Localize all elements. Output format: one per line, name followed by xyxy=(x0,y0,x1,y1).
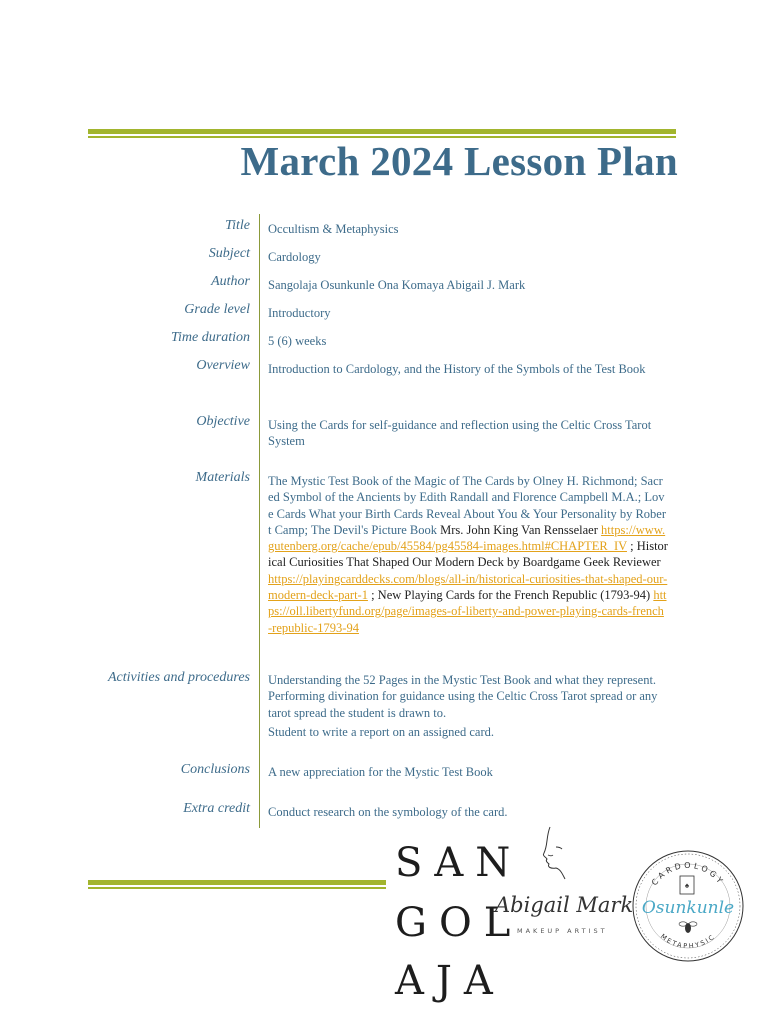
bee-icon xyxy=(679,922,697,933)
seal-top-text: CARDOLOGY xyxy=(649,860,727,888)
makeup-artist-subtitle: MAKEUP ARTIST xyxy=(517,927,608,935)
seal-script-text: Osunkunle xyxy=(641,898,735,918)
svg-text:♠: ♠ xyxy=(684,881,690,890)
svg-text:METAPHYSIC xyxy=(659,932,717,950)
value-author: Sangolaja Osunkunle Ona Komaya Abigail J. Mark xyxy=(268,278,526,292)
face-sketch-icon xyxy=(532,825,582,887)
value-conclusions: A new appreciation for the Mystic Test Book xyxy=(268,765,493,779)
label-conclusions: Conclusions xyxy=(180,762,250,777)
label-extra-credit: Extra credit xyxy=(183,801,250,816)
value-activities-report: Student to write a report on an assigned card. xyxy=(268,725,494,739)
materials-text-2: Mrs. John King Van Rensselaer xyxy=(440,522,602,537)
top-rule xyxy=(88,129,676,134)
label-time-duration: Time duration xyxy=(171,330,250,345)
label-author: Author xyxy=(211,274,250,289)
label-grade-level: Grade level xyxy=(184,302,250,317)
value-time-duration: 5 (6) weeks xyxy=(268,334,327,348)
materials-link-playingcarddecks[interactable]: https://playingcarddecks.com/blogs/all-in/historical-curiosities-that-shaped-our-modern-deck-part-1 xyxy=(268,571,668,603)
label-title: Title xyxy=(225,218,250,233)
abigail-mark-signature: Abigail Mark xyxy=(495,893,634,917)
sangolaja-logo-line-2: GOL xyxy=(395,900,523,946)
materials-text-1: The Mystic Test Book of the Magic of The Cards by Olney H. Richmond; Sacred Symbol of the Ancients by Edith Randall and Florence Campbell M.A.; Love Cards What your Birth Cards Reveal About You & Your Personality by Robert Camp; The Devil's Picture Book xyxy=(268,474,667,537)
value-title: Occultism & Metaphysics xyxy=(268,222,399,236)
bottom-rule-thin xyxy=(88,887,386,889)
materials-link-gutenberg[interactable]: https://www.gutenberg.org/cache/epub/45584/pg45584-images.html#CHAPTER_IV xyxy=(268,522,666,554)
label-overview: Overview xyxy=(196,358,250,373)
value-grade-level: Introductory xyxy=(268,306,331,320)
bottom-rule xyxy=(88,880,386,885)
value-subject: Cardology xyxy=(268,250,321,264)
value-materials xyxy=(268,473,668,636)
value-extra-credit: Conduct research on the symbology of the card. xyxy=(268,805,508,819)
label-materials: Materials xyxy=(195,470,250,485)
value-objective: Using the Cards for self-guidance and reflection using the Celtic Cross Tarot System xyxy=(268,418,652,449)
value-overview: Introduction to Cardology, and the History of the Symbols of the Test Book xyxy=(268,362,646,376)
label-activities: Activities and procedures xyxy=(107,670,250,685)
sangolaja-logo-line-3: AJA xyxy=(395,958,505,1004)
label-divider xyxy=(259,214,260,828)
sangolaja-logo-line-1: SAN xyxy=(395,840,523,886)
label-subject: Subject xyxy=(208,246,250,261)
materials-text-4: ; New Playing Cards for the French Republic (1793-94) xyxy=(367,588,654,603)
page-title: March 2024 Lesson Plan xyxy=(240,138,678,184)
seal-bottom-text: METAPHYSIC xyxy=(658,932,718,951)
value-activities: Understanding the 52 Pages in the Mystic Test Book and what they represent. Performing divination for guidance using the Celtic Cross Tarot spread or any tarot spread the student is drawn to. xyxy=(268,673,658,720)
cardology-seal-logo xyxy=(630,848,746,964)
materials-link-libertyfund[interactable]: https://oll.libertyfund.org/page/images-of-liberty-and-power-playing-cards-french-republic-1793-94 xyxy=(268,588,667,635)
label-objective: Objective xyxy=(196,414,250,429)
materials-text-3: ; Historical Curiosities That Shaped Our Modern Deck by Boardgame Geek Reviewer xyxy=(268,539,668,570)
